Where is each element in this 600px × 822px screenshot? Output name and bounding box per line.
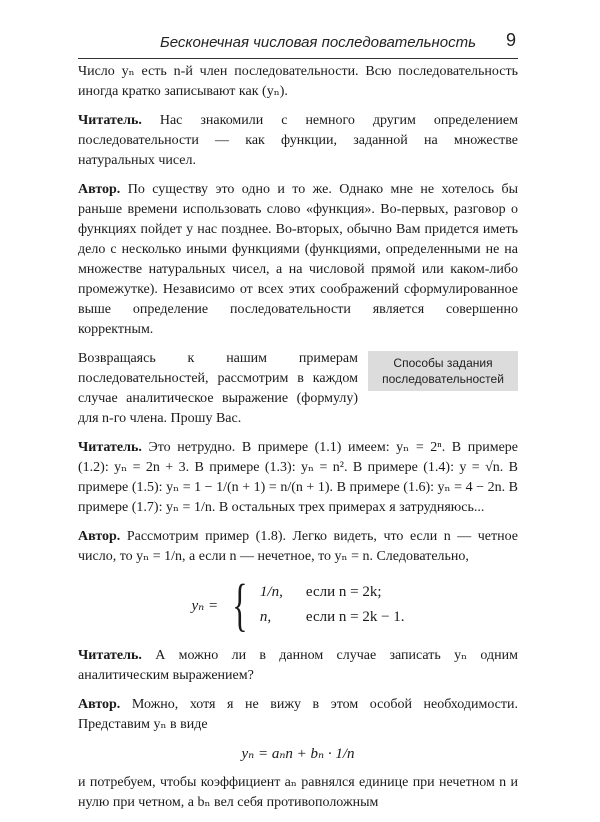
piecewise-lhs: yₙ =	[191, 597, 219, 614]
speaker-label: Автор.	[78, 529, 121, 544]
paragraph-continuation: и потребуем, чтобы коэффициент aₙ равнялся единице при нечетном n и нулю при четном, а bₙ вел себя противоположным	[78, 775, 518, 810]
case-value: 1/n,	[259, 584, 283, 600]
paragraph-reader-3	[78, 646, 518, 686]
paragraph-text: Нас знакомили с немного другим определением последовательности — как функции, заданной на множестве натуральных чисел.	[78, 113, 518, 168]
speaker-label: Автор.	[78, 697, 121, 712]
paragraph-reader-1	[78, 111, 518, 171]
speaker-label: Читатель.	[78, 440, 142, 455]
case-condition: если n = 2k;	[305, 584, 382, 600]
paragraph-text: Рассмотрим пример (1.8). Легко видеть, что если n — четное число, то yₙ = 1/n, а если n — нечетное, то yₙ = n. Следовательно,	[78, 529, 519, 564]
margin-note-line: Способы задания	[393, 356, 493, 370]
curly-brace-icon: {	[232, 572, 248, 637]
piecewise-cases	[260, 584, 405, 626]
page-number: 9	[505, 30, 516, 50]
piecewise-case	[260, 584, 405, 601]
speaker-label: Автор.	[78, 182, 121, 197]
running-header	[78, 30, 518, 59]
margin-note-line: последовательностей	[382, 372, 504, 386]
running-title: Бесконечная числовая последовательность	[160, 34, 476, 51]
speaker-label: Читатель.	[78, 648, 142, 663]
paragraph-author-3	[78, 695, 518, 735]
piecewise-case	[260, 609, 405, 626]
coefficient-formula: yₙ = aₙn + bₙ · 1/n	[241, 746, 355, 762]
paragraph-author-2	[78, 527, 518, 567]
speaker-label: Читатель.	[78, 113, 142, 128]
paragraph-author-1	[78, 180, 518, 340]
page-body	[78, 62, 518, 822]
paragraph-text: Это нетрудно. В примере (1.1) имеем: yₙ = 2ⁿ. В примере (1.2): yₙ = 2n + 3. В примере (1.3): yₙ = n². В примере (1.4): y = √n. В примере (1.5): yₙ = 1 − 1/(n + 1) = n/(n + 1). В примере (1.6): yₙ = 4 − 2n. В примере (1.7): yₙ = 1/n. В остальных трех примерах я затрудняюсь...	[78, 440, 519, 515]
case-condition: если n = 2k − 1.	[305, 609, 405, 625]
case-value: n,	[259, 609, 272, 625]
paragraph-examples: Возвращаясь к нашим примерам последовательностей, рассмотрим в каждом случае аналитическое выражение (формулу) для n-го члена. Прошу Вас.	[78, 351, 358, 426]
paragraph-text: По существу это одно и то же. Однако мне не хотелось бы раньше времени использовать слово «функция». Во-первых, разговор о функциях пойдет у нас позднее. Во-вторых, обычно Вам придется иметь дело с несколько иными функциями (функциями, определенными не на множестве натуральных чисел, а на числовой прямой или каком-либо промежутке). Независимо от всех этих соображений сформулированное выше определение последовательности является совершенно корректным.	[78, 182, 518, 337]
piecewise-formula	[78, 572, 518, 637]
paragraph-intro: Число yₙ есть n-й член последовательности. Всю последовательность иногда кратко записывают как (yₙ).	[78, 64, 518, 99]
paragraph-text: Можно, хотя я не вижу в этом особой необходимости. Представим yₙ в виде	[78, 697, 519, 732]
paragraph-reader-2	[78, 438, 518, 518]
margin-note	[368, 351, 518, 391]
paragraph-text: А можно ли в данном случае записать yₙ одним аналитическим выражением?	[78, 648, 518, 683]
